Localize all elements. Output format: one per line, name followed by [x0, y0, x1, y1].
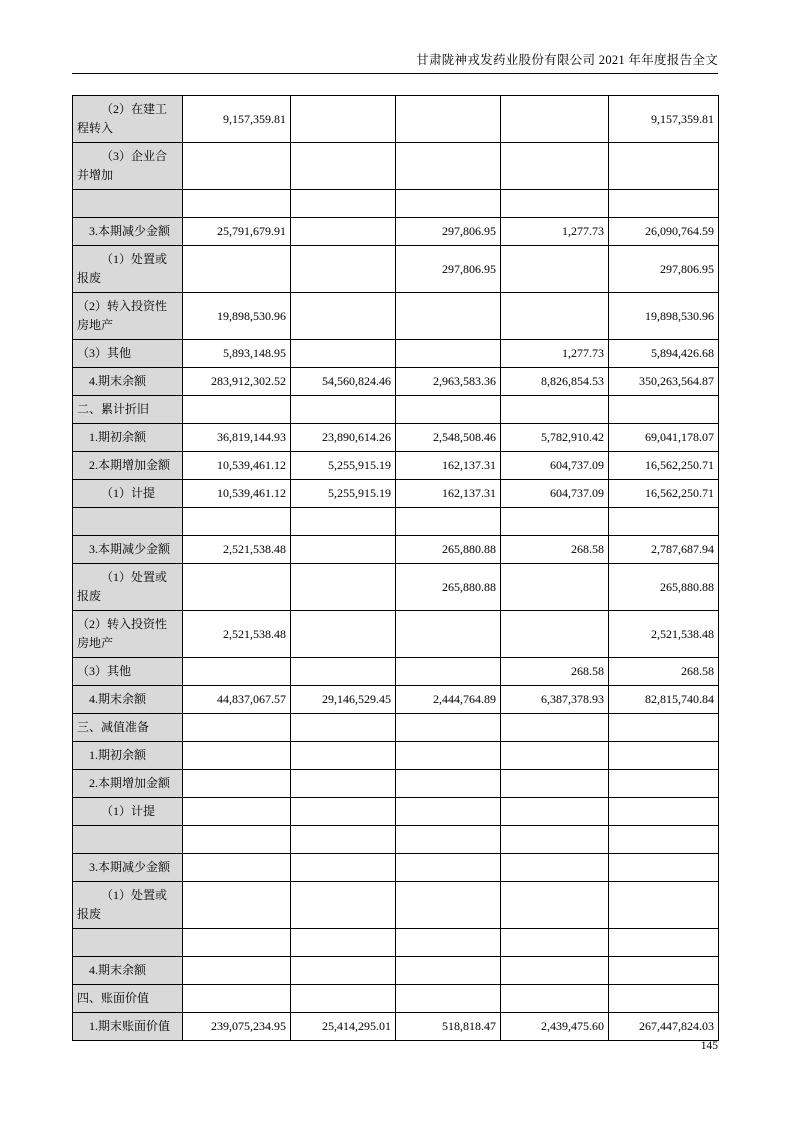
amount-cell	[501, 143, 609, 190]
amount-cell: 25,414,295.01	[291, 1013, 396, 1041]
row-label: （1）计提	[73, 798, 183, 826]
amount-cell	[183, 143, 291, 190]
amount-cell: 518,818.47	[396, 1013, 501, 1041]
amount-cell	[291, 340, 396, 368]
amount-cell: 44,837,067.57	[183, 686, 291, 714]
amount-cell	[396, 957, 501, 985]
row-label: 1.期末账面价值	[73, 1013, 183, 1041]
table-row	[73, 96, 719, 143]
row-label: 2.本期增加金额	[73, 452, 183, 480]
amount-cell	[609, 508, 719, 536]
amount-cell	[501, 396, 609, 424]
table-row	[73, 143, 719, 190]
amount-cell	[183, 564, 291, 611]
amount-cell	[396, 293, 501, 340]
table-row	[73, 293, 719, 340]
row-label: （2）在建工程转入	[73, 96, 183, 143]
amount-cell	[609, 396, 719, 424]
table-row	[73, 368, 719, 396]
row-label: （1）处置或报废	[73, 564, 183, 611]
amount-cell	[291, 882, 396, 929]
amount-cell: 5,255,915.19	[291, 452, 396, 480]
amount-cell	[183, 929, 291, 957]
amount-cell	[501, 508, 609, 536]
table-row	[73, 658, 719, 686]
row-label	[73, 508, 183, 536]
amount-cell	[183, 826, 291, 854]
amount-cell	[501, 985, 609, 1013]
amount-cell	[609, 882, 719, 929]
report-title: 甘肃陇神戎发药业股份有限公司 2021 年年度报告全文	[416, 53, 718, 67]
row-label: 3.本期减少金额	[73, 218, 183, 246]
amount-cell	[291, 143, 396, 190]
row-label: （1）计提	[73, 480, 183, 508]
amount-cell: 9,157,359.81	[609, 96, 719, 143]
amount-cell	[183, 882, 291, 929]
amount-cell	[183, 854, 291, 882]
amount-cell: 23,890,614.26	[291, 424, 396, 452]
amount-cell	[609, 742, 719, 770]
row-label: （3）其他	[73, 658, 183, 686]
amount-cell	[609, 190, 719, 218]
amount-cell: 267,447,824.03	[609, 1013, 719, 1041]
amount-cell: 5,894,426.68	[609, 340, 719, 368]
table-row	[73, 854, 719, 882]
amount-cell: 2,521,538.48	[609, 611, 719, 658]
table-row	[73, 424, 719, 452]
amount-cell	[291, 508, 396, 536]
amount-cell	[291, 826, 396, 854]
table-row	[73, 611, 719, 658]
row-label: 1.期初余额	[73, 742, 183, 770]
amount-cell	[291, 246, 396, 293]
table-row	[73, 508, 719, 536]
amount-cell: 268.58	[501, 536, 609, 564]
row-label: （3）其他	[73, 340, 183, 368]
amount-cell: 29,146,529.45	[291, 686, 396, 714]
amount-cell	[183, 190, 291, 218]
amount-cell	[609, 714, 719, 742]
amount-cell	[609, 798, 719, 826]
row-label	[73, 190, 183, 218]
amount-cell: 2,521,538.48	[183, 611, 291, 658]
amount-cell: 5,893,148.95	[183, 340, 291, 368]
row-label: 1.期初余额	[73, 424, 183, 452]
row-label: （3）企业合并增加	[73, 143, 183, 190]
amount-cell	[396, 340, 501, 368]
amount-cell	[291, 96, 396, 143]
row-label	[73, 826, 183, 854]
amount-cell	[501, 882, 609, 929]
amount-cell	[183, 798, 291, 826]
table-row	[73, 246, 719, 293]
row-label	[73, 929, 183, 957]
page-number: 145	[700, 1040, 718, 1052]
amount-cell	[396, 742, 501, 770]
amount-cell: 54,560,824.46	[291, 368, 396, 396]
amount-cell: 265,880.88	[609, 564, 719, 611]
amount-cell	[291, 929, 396, 957]
amount-cell	[396, 798, 501, 826]
amount-cell	[501, 929, 609, 957]
table-row	[73, 985, 719, 1013]
amount-cell: 10,539,461.12	[183, 452, 291, 480]
amount-cell: 16,562,250.71	[609, 452, 719, 480]
amount-cell: 2,787,687.94	[609, 536, 719, 564]
row-label: 3.本期减少金额	[73, 536, 183, 564]
amount-cell	[501, 742, 609, 770]
amount-cell: 10,539,461.12	[183, 480, 291, 508]
amount-cell	[501, 798, 609, 826]
row-label: （2）转入投资性房地产	[73, 293, 183, 340]
amount-cell	[501, 854, 609, 882]
table-row	[73, 826, 719, 854]
amount-cell	[291, 658, 396, 686]
amount-cell	[183, 742, 291, 770]
amount-cell	[396, 770, 501, 798]
table-row	[73, 218, 719, 246]
amount-cell	[396, 985, 501, 1013]
amount-cell: 2,444,764.89	[396, 686, 501, 714]
amount-cell	[609, 854, 719, 882]
amount-cell	[183, 985, 291, 1013]
amount-cell	[396, 96, 501, 143]
amount-cell: 69,041,178.07	[609, 424, 719, 452]
amount-cell	[501, 96, 609, 143]
amount-cell	[183, 714, 291, 742]
amount-cell: 283,912,302.52	[183, 368, 291, 396]
table-row	[73, 1013, 719, 1041]
amount-cell	[501, 714, 609, 742]
amount-cell: 82,815,740.84	[609, 686, 719, 714]
amount-cell	[291, 798, 396, 826]
amount-cell	[501, 246, 609, 293]
amount-cell: 604,737.09	[501, 480, 609, 508]
amount-cell	[291, 564, 396, 611]
amount-cell: 19,898,530.96	[609, 293, 719, 340]
amount-cell	[183, 957, 291, 985]
amount-cell: 5,255,915.19	[291, 480, 396, 508]
amount-cell: 162,137.31	[396, 480, 501, 508]
amount-cell	[396, 143, 501, 190]
amount-cell: 1,277.73	[501, 340, 609, 368]
amount-cell	[291, 396, 396, 424]
row-label: （1）处置或报废	[73, 882, 183, 929]
amount-cell	[291, 770, 396, 798]
amount-cell	[609, 826, 719, 854]
amount-cell: 2,439,475.60	[501, 1013, 609, 1041]
amount-cell	[609, 985, 719, 1013]
amount-cell	[609, 957, 719, 985]
table-row	[73, 929, 719, 957]
amount-cell: 239,075,234.95	[183, 1013, 291, 1041]
amount-cell	[396, 658, 501, 686]
table-row	[73, 770, 719, 798]
amount-cell: 268.58	[609, 658, 719, 686]
amount-cell: 162,137.31	[396, 452, 501, 480]
amount-cell	[396, 882, 501, 929]
amount-cell: 2,521,538.48	[183, 536, 291, 564]
fixed-assets-table	[72, 95, 719, 1041]
amount-cell: 25,791,679.91	[183, 218, 291, 246]
amount-cell	[291, 985, 396, 1013]
amount-cell: 16,562,250.71	[609, 480, 719, 508]
amount-cell	[291, 611, 396, 658]
table-row	[73, 536, 719, 564]
row-label: 4.期末余额	[73, 368, 183, 396]
table-row	[73, 686, 719, 714]
amount-cell: 36,819,144.93	[183, 424, 291, 452]
amount-cell	[609, 770, 719, 798]
amount-cell: 265,880.88	[396, 564, 501, 611]
amount-cell	[501, 564, 609, 611]
row-label: （1）处置或报废	[73, 246, 183, 293]
row-label: 2.本期增加金额	[73, 770, 183, 798]
amount-cell	[291, 957, 396, 985]
amount-cell: 265,880.88	[396, 536, 501, 564]
table-row	[73, 714, 719, 742]
row-label: 三、减值准备	[73, 714, 183, 742]
amount-cell	[501, 957, 609, 985]
amount-cell	[501, 190, 609, 218]
amount-cell	[396, 611, 501, 658]
amount-cell	[609, 143, 719, 190]
amount-cell	[501, 770, 609, 798]
row-label: 二、累计折旧	[73, 396, 183, 424]
amount-cell	[396, 854, 501, 882]
row-label: 4.期末余额	[73, 686, 183, 714]
amount-cell: 1,277.73	[501, 218, 609, 246]
amount-cell: 2,548,508.46	[396, 424, 501, 452]
amount-cell	[396, 396, 501, 424]
row-label: 4.期末余额	[73, 957, 183, 985]
table-row	[73, 798, 719, 826]
amount-cell: 297,806.95	[396, 246, 501, 293]
amount-cell	[291, 190, 396, 218]
table-row	[73, 742, 719, 770]
table-row	[73, 452, 719, 480]
amount-cell: 350,263,564.87	[609, 368, 719, 396]
table-row	[73, 564, 719, 611]
amount-cell	[291, 742, 396, 770]
amount-cell	[609, 929, 719, 957]
amount-cell: 604,737.09	[501, 452, 609, 480]
amount-cell: 268.58	[501, 658, 609, 686]
report-header	[72, 50, 718, 74]
amount-cell	[501, 611, 609, 658]
table-row	[73, 340, 719, 368]
amount-cell: 297,806.95	[609, 246, 719, 293]
amount-cell	[291, 714, 396, 742]
amount-cell: 2,963,583.36	[396, 368, 501, 396]
amount-cell	[291, 536, 396, 564]
amount-cell	[291, 218, 396, 246]
amount-cell	[183, 770, 291, 798]
amount-cell: 8,826,854.53	[501, 368, 609, 396]
table-row	[73, 190, 719, 218]
table-row	[73, 396, 719, 424]
row-label: （2）转入投资性房地产	[73, 611, 183, 658]
amount-cell: 297,806.95	[396, 218, 501, 246]
amount-cell	[183, 508, 291, 536]
row-label: 3.本期减少金额	[73, 854, 183, 882]
amount-cell	[396, 508, 501, 536]
amount-cell	[291, 854, 396, 882]
amount-cell: 9,157,359.81	[183, 96, 291, 143]
amount-cell	[396, 190, 501, 218]
amount-cell	[183, 396, 291, 424]
amount-cell	[501, 293, 609, 340]
amount-cell	[183, 246, 291, 293]
amount-cell: 5,782,910.42	[501, 424, 609, 452]
amount-cell: 26,090,764.59	[609, 218, 719, 246]
row-label: 四、账面价值	[73, 985, 183, 1013]
amount-cell: 19,898,530.96	[183, 293, 291, 340]
table-row	[73, 882, 719, 929]
table-row	[73, 957, 719, 985]
amount-cell	[183, 658, 291, 686]
amount-cell	[396, 826, 501, 854]
amount-cell	[291, 293, 396, 340]
amount-cell	[501, 826, 609, 854]
amount-cell	[396, 714, 501, 742]
amount-cell	[396, 929, 501, 957]
table-row	[73, 480, 719, 508]
amount-cell: 6,387,378.93	[501, 686, 609, 714]
